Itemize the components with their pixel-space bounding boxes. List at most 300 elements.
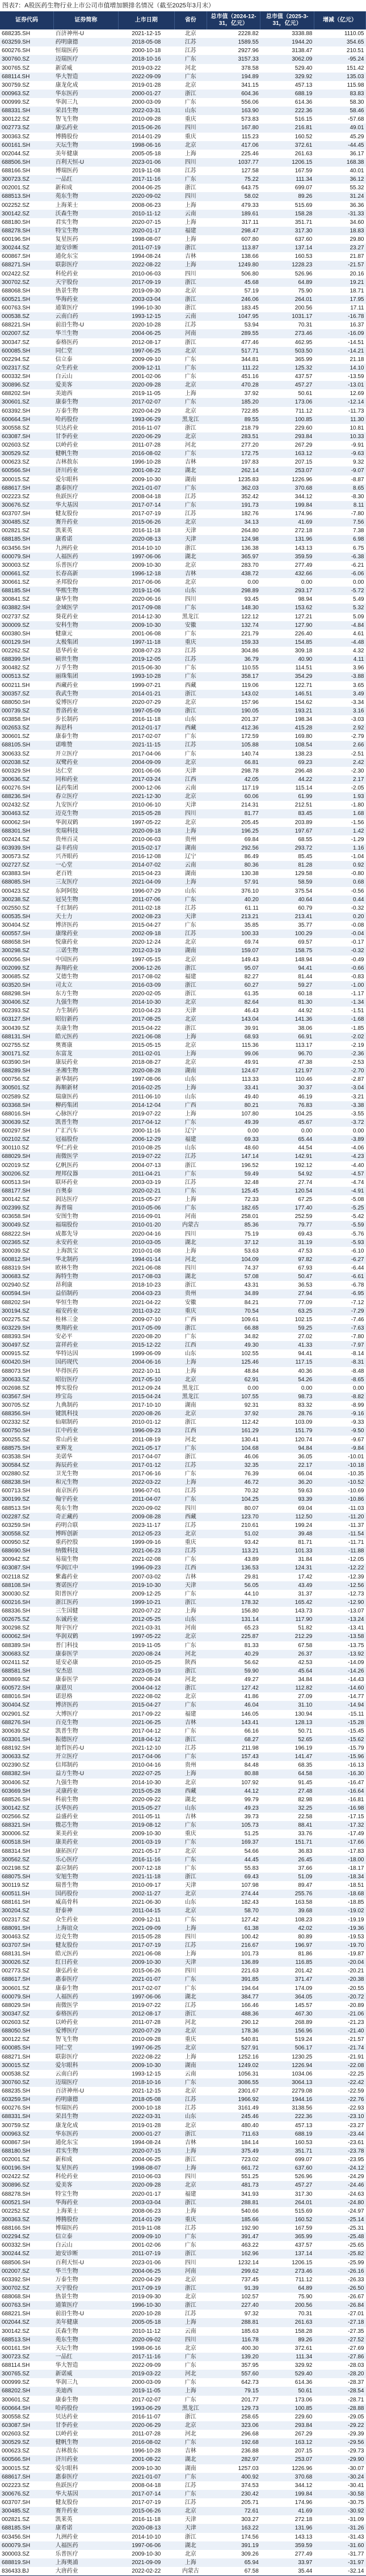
cell-market-cap-2024: 49.39	[244, 1119, 259, 1126]
table-row	[0, 1470, 366, 1478]
cell-market-cap-2025: 31.10	[298, 1702, 313, 1709]
cell-market-cap-2025: 3138.47	[292, 48, 313, 54]
cell-security-name: 南京医药	[55, 1488, 78, 1495]
cell-security-code: 688238.SH	[2, 1479, 31, 1486]
cell-province: 广东	[184, 1642, 196, 1649]
cell-province: 上海	[184, 1368, 196, 1374]
cell-province: 北京	[184, 2088, 196, 2095]
table-row	[0, 432, 366, 441]
cell-security-code: 603883.SH	[2, 871, 31, 877]
cell-market-cap-2025: 61.99	[298, 793, 313, 800]
cell-province: 广东	[184, 896, 196, 903]
table-row	[0, 1735, 366, 1744]
cell-security-code: 688166.SH	[2, 168, 31, 175]
cell-market-cap-2024: 53.63	[244, 1247, 259, 1254]
cell-security-name: 安图生物	[55, 1213, 78, 1220]
cell-security-name: 吉林敖东	[55, 2448, 78, 2455]
table-row	[0, 818, 366, 827]
cell-listing-date: 2018-10-16	[132, 56, 161, 63]
cell-change: 17.11	[350, 305, 364, 312]
table-row	[0, 1898, 366, 1907]
cell-security-code: 002287.SZ	[2, 1513, 30, 1520]
cell-province: 广东	[184, 1187, 196, 1194]
table-row	[0, 630, 366, 638]
cell-market-cap-2024: 236.88	[241, 2448, 259, 2455]
cell-province: 河南	[184, 1213, 196, 1220]
cell-security-name: 联影医疗	[55, 262, 78, 269]
cell-security-code: 300049.SZ	[2, 1222, 30, 1229]
cell-market-cap-2024: 185.63	[241, 2328, 259, 2335]
cell-province: 天津	[184, 1582, 196, 1589]
cell-change: -19.53	[348, 1933, 364, 1940]
cell-market-cap-2024: 221.63	[241, 1968, 259, 1975]
cell-security-name: 益佰制药	[55, 1291, 78, 1297]
cell-listing-date: 1997-06-06	[132, 1993, 161, 2000]
table-row	[0, 2353, 366, 2361]
cell-listing-date: 2020-06-29	[132, 433, 161, 440]
cell-security-name: 千红制药	[55, 905, 78, 911]
cell-province: 北京	[184, 1633, 196, 1640]
cell-market-cap-2025: 432.66	[295, 570, 313, 577]
cell-market-cap-2024: 192.68	[241, 2439, 259, 2446]
cell-market-cap-2024: 163.22	[241, 2525, 259, 2532]
cell-province: 江苏	[184, 905, 196, 911]
cell-security-code: 688617.SH	[2, 1976, 31, 1983]
cell-market-cap-2024: 41.86	[244, 1694, 259, 1700]
cell-change: 36.36	[350, 202, 364, 209]
cell-listing-date: 1997-08-06	[132, 1076, 161, 1083]
cell-security-code: 002399.SZ	[2, 1205, 30, 1212]
table-row	[0, 1410, 366, 1418]
cell-change: -5.93	[351, 1239, 364, 1246]
cell-market-cap-2024: 298.47	[241, 227, 259, 234]
table-row	[0, 553, 366, 561]
cell-listing-date: 2017-07-19	[132, 2499, 161, 2506]
cell-security-code: 000623.SZ	[2, 2448, 30, 2455]
cell-change: -14.21	[348, 347, 364, 354]
cell-change: -31.26	[348, 2525, 364, 2532]
cell-market-cap-2024: 3161.49	[238, 2105, 259, 2112]
cell-market-cap-2025: 267.29	[295, 442, 313, 449]
cell-security-code: 002044.SZ	[2, 150, 30, 157]
cell-change: -4.74	[351, 1179, 364, 1186]
cell-market-cap-2024: 143.41	[241, 1719, 259, 1726]
table-row	[0, 561, 366, 570]
cell-listing-date: 2017-11-16	[132, 2353, 161, 2360]
cell-security-code: 300562.SZ	[2, 1856, 30, 1863]
cell-market-cap-2025: 42.02	[298, 1925, 313, 1932]
cell-listing-date: 2010-11-12	[132, 210, 161, 217]
cell-province: 广东	[184, 2353, 196, 2360]
cell-market-cap-2025: 253.07	[295, 468, 313, 474]
cell-change: -31.43	[348, 2533, 364, 2540]
cell-province: 江苏	[184, 2225, 196, 2232]
cell-province: 北京	[184, 519, 196, 526]
cell-security-code: 002294.SZ	[2, 356, 30, 363]
cell-security-code: 688513.SH	[2, 1505, 31, 1512]
cell-change: 0.00	[353, 1385, 364, 1391]
cell-change: -14.94	[348, 1702, 364, 1709]
table-row	[0, 655, 366, 664]
cell-province: 湖南	[184, 1402, 196, 1409]
cell-province: 浙江	[184, 279, 196, 286]
table-row	[0, 1024, 366, 1033]
cell-security-name: 灵康药业	[55, 1788, 78, 1794]
cell-province: 福建	[184, 227, 196, 234]
cell-listing-date: 1997-06-06	[132, 2542, 161, 2549]
cell-market-cap-2025: 359.59	[295, 553, 313, 560]
table-row	[0, 2070, 366, 2078]
cell-security-code: 300298.SZ	[2, 1625, 30, 1632]
cell-security-name: 康华生物	[55, 596, 78, 603]
cell-listing-date: 2004-09-09	[132, 759, 161, 766]
cell-province: 上海	[184, 2559, 196, 2566]
cell-security-name: 乐普医疗	[55, 2550, 78, 2557]
cell-security-name: 惠泰医疗	[55, 485, 78, 491]
cell-market-cap-2025: 114.51	[295, 665, 313, 672]
cell-province: 西藏	[184, 725, 196, 732]
cell-market-cap-2025: 44.92	[298, 1008, 313, 1015]
cell-market-cap-2024: 162.96	[241, 2251, 259, 2257]
cell-change: -2.02	[351, 1033, 364, 1040]
table-row	[0, 1615, 366, 1624]
cell-security-name: 欧林生物	[55, 1265, 78, 1272]
table-row	[0, 1547, 366, 1555]
cell-market-cap-2025: 529.40	[295, 2371, 313, 2378]
cell-market-cap-2025: 273.46	[295, 2268, 313, 2274]
cell-listing-date: 2011-07-19	[132, 245, 161, 252]
cell-market-cap-2025: 293.17	[295, 588, 313, 595]
cell-change: -12.73	[348, 1590, 364, 1597]
cell-listing-date: 2020-01-17	[132, 227, 161, 234]
table-row	[0, 407, 366, 415]
cell-change: -16.13	[348, 1762, 364, 1769]
cell-listing-date: 2020-08-20	[132, 1334, 161, 1340]
cell-security-name: 天宇股份	[55, 279, 78, 286]
cell-change: -9.07	[351, 468, 364, 474]
cell-security-name: 康泰生物	[55, 2396, 78, 2403]
cell-market-cap-2025: 160.52	[295, 133, 313, 140]
cell-listing-date: 2022-03-31	[132, 2114, 161, 2120]
cell-market-cap-2024: 463.22	[241, 2242, 259, 2249]
cell-province: 四川	[184, 270, 196, 277]
cell-market-cap-2024: 54.66	[244, 1848, 259, 1854]
table-row	[0, 1289, 366, 1298]
cell-security-code: 600079.SH	[2, 553, 31, 560]
cell-listing-date: 2015-04-27	[132, 922, 161, 929]
cell-province: 天津	[184, 2516, 196, 2523]
cell-security-code: 002001.SZ	[2, 185, 30, 192]
cell-province: 江西	[184, 1565, 196, 1572]
cell-security-code: 002550.SZ	[2, 905, 30, 911]
table-row	[0, 792, 366, 801]
cell-market-cap-2024: 109.61	[241, 1316, 259, 1323]
cell-market-cap-2025: 329.92	[295, 2362, 313, 2369]
cell-security-name: 海特生物	[55, 1274, 78, 1280]
cell-listing-date: 2015-04-24	[132, 1393, 161, 1400]
cell-market-cap-2025: 174.96	[295, 511, 313, 517]
cell-market-cap-2024: 37.92	[244, 391, 259, 397]
cell-listing-date: 2017-04-06	[132, 1754, 161, 1760]
cell-listing-date: 2014-10-10	[132, 545, 161, 551]
cell-security-name: 科前生物	[55, 1796, 78, 1803]
cell-change: -10.69	[348, 1488, 364, 1495]
cell-market-cap-2025: 26.45	[298, 1856, 313, 1863]
cell-market-cap-2024: 289.55	[241, 330, 259, 337]
cell-security-name: 爱尔眼科	[55, 2062, 78, 2069]
cell-change: -2.36	[351, 1050, 364, 1057]
cell-security-code: 688177.SH	[2, 1187, 31, 1194]
cell-province: 江苏	[184, 656, 196, 663]
cell-listing-date: 2014-01-21	[132, 690, 161, 697]
cell-change: -1.34	[351, 999, 364, 1006]
cell-listing-date: 2010-11-12	[132, 2328, 161, 2335]
cell-security-name: 广汇汽车	[55, 1128, 78, 1135]
cell-market-cap-2024: 49.27	[244, 1677, 259, 1683]
cell-market-cap-2024: 61.35	[244, 991, 259, 998]
cell-province: 河北	[184, 1256, 196, 1263]
cell-market-cap-2024: 191.73	[241, 502, 259, 508]
cell-market-cap-2025: 207.15	[295, 2448, 313, 2455]
cell-security-name: 福瑞股份	[55, 1222, 78, 1229]
cell-listing-date: 2002-11-27	[132, 1891, 161, 1898]
table-row	[0, 115, 366, 124]
cell-change: -6.61	[351, 1274, 364, 1280]
cell-change: 36.12	[350, 176, 364, 183]
cell-province: 江苏	[184, 1942, 196, 1949]
cell-market-cap-2025: 1034.06	[292, 2070, 313, 2077]
cell-change: -6.10	[351, 1247, 364, 1254]
cell-listing-date: 2016-11-18	[132, 2516, 161, 2523]
cell-market-cap-2024: 66.16	[244, 1728, 259, 1734]
cell-security-name: 云南白药	[55, 2070, 78, 2077]
cell-market-cap-2024: 107.55	[241, 1393, 259, 1400]
cell-market-cap-2025: 371.47	[295, 1976, 313, 1983]
table-row	[0, 1033, 366, 1041]
cell-province: 浙江	[184, 1453, 196, 1460]
cell-security-name: 九洲药业	[55, 2533, 78, 2540]
cell-security-code: 688166.SH	[2, 2225, 31, 2232]
table-row	[0, 1144, 366, 1152]
cell-market-cap-2025: 26.37	[298, 1650, 313, 1657]
cell-security-code: 002566.SZ	[2, 1814, 30, 1820]
cell-market-cap-2024: 46.04	[244, 1702, 259, 1709]
cell-security-name: 奇正藏药	[55, 1513, 78, 1520]
cell-security-name: 万泰生物	[55, 2276, 78, 2283]
cell-security-name: 百济神州-U	[55, 31, 85, 37]
cell-change: -44.45	[348, 142, 364, 148]
table-row	[0, 1916, 366, 1924]
cell-change: -17.32	[348, 1822, 364, 1829]
cell-security-name: 昭衍医疗	[55, 1376, 78, 1383]
cell-market-cap-2025: 47.53	[298, 1247, 313, 1254]
cell-security-code: 688131.SH	[2, 1951, 31, 1958]
cell-market-cap-2024: 365.97	[241, 553, 259, 560]
cell-market-cap-2025: 22.58	[298, 1814, 313, 1820]
cell-listing-date: 2015-05-28	[132, 1788, 161, 1794]
cell-market-cap-2025: 50.47	[298, 1274, 313, 1280]
table-row	[0, 2172, 366, 2181]
cell-security-name: 智飞生物	[55, 2036, 78, 2043]
table-row	[0, 347, 366, 355]
cell-security-name: 瑞康医药	[55, 1093, 78, 1100]
cell-security-code: 688068.SH	[2, 2294, 31, 2301]
cell-market-cap-2025: 112.82	[295, 1685, 313, 1692]
cell-security-name: 奥翔药业	[55, 1325, 78, 1331]
table-row	[0, 2259, 366, 2267]
cell-security-name: 哈药股份	[55, 2405, 78, 2412]
cell-listing-date: 1996-07-29	[132, 888, 161, 894]
cell-change: 20.16	[350, 270, 364, 277]
cell-market-cap-2025: 255.76	[295, 1891, 313, 1898]
table-row	[0, 1530, 366, 1538]
cell-security-code: 300015.SZ	[2, 476, 30, 483]
cell-market-cap-2025: 156.96	[295, 2028, 313, 2035]
cell-listing-date: 1994-08-24	[132, 2139, 161, 2146]
cell-change: 1.42	[353, 827, 364, 834]
cell-market-cap-2025: 100.85	[295, 2405, 313, 2412]
cell-market-cap-2024: 540.81	[241, 2036, 259, 2043]
cell-listing-date: 1997-06-06	[132, 553, 161, 560]
cell-market-cap-2025: 28.76	[298, 1411, 313, 1418]
cell-change: -18.34	[348, 1873, 364, 1880]
cell-security-code: 688029.SH	[2, 1153, 31, 1160]
cell-province: 四川	[184, 1230, 196, 1237]
cell-market-cap-2025: 141.47	[295, 1754, 313, 1760]
cell-market-cap-2025: 154.85	[295, 639, 313, 646]
cell-security-name: 福安药业	[55, 1308, 78, 1314]
cell-market-cap-2025: 35.77	[298, 922, 313, 929]
cell-security-code: 688202.SH	[2, 391, 31, 397]
table-row	[0, 1779, 366, 1787]
cell-listing-date: 2011-02-18	[132, 905, 161, 911]
cell-change: 0.00	[353, 1128, 364, 1135]
cell-province: 广东	[184, 99, 196, 106]
cell-security-name: 爱博医疗	[55, 699, 78, 706]
cell-market-cap-2025: 75.90	[298, 2294, 313, 2301]
cell-market-cap-2025: 116.85	[295, 1959, 313, 1966]
cell-security-code: 300171.SZ	[2, 1050, 30, 1057]
cell-listing-date: 2021-06-30	[132, 1899, 161, 1906]
cell-security-name: 康弘药业	[55, 1968, 78, 1975]
cell-security-name: 迪哲医药-U	[55, 1745, 85, 1752]
cell-province: 浙江	[184, 305, 196, 312]
cell-province: 广东	[184, 1865, 196, 1871]
cell-market-cap-2025: 22.17	[298, 1462, 313, 1469]
table-row	[0, 381, 366, 389]
cell-security-name: 爱美客	[55, 2182, 73, 2189]
cell-change: 5.49	[353, 596, 364, 603]
cell-market-cap-2024: 194.89	[241, 73, 259, 80]
cell-security-code: 688276.SH	[2, 1719, 31, 1726]
cell-market-cap-2025: 154.62	[295, 699, 313, 706]
cell-security-name: 红日药业	[55, 1959, 78, 1966]
cell-listing-date: 2017-08-03	[132, 1274, 161, 1280]
cell-security-name: 常山药业	[55, 1436, 78, 1443]
cell-market-cap-2024: 43.31	[244, 1282, 259, 1289]
cell-market-cap-2024: 182.65	[241, 1205, 259, 1212]
cell-security-code: 002198.SZ	[2, 1865, 30, 1871]
cell-market-cap-2024: 0.00	[247, 1128, 259, 1135]
cell-change: -20.72	[348, 1993, 364, 2000]
cell-market-cap-2025: 264.01	[295, 2199, 313, 2206]
table-row	[0, 1650, 366, 1658]
cell-listing-date: 2016-11-18	[132, 528, 161, 534]
cell-province: 江苏	[184, 2097, 196, 2103]
cell-province: 黑龙江	[182, 1385, 199, 1391]
cell-market-cap-2025: 60.79	[298, 905, 313, 911]
cell-market-cap-2024: 74.37	[244, 1265, 259, 1272]
cell-market-cap-2024: 84.21	[244, 1299, 259, 1306]
cell-market-cap-2024: 172.59	[241, 733, 259, 740]
cell-change: -1.29	[351, 836, 364, 843]
cell-province: 广东	[184, 2234, 196, 2240]
table-row	[0, 510, 366, 518]
cell-security-name: 同和药业	[55, 776, 78, 783]
cell-change: 45.29	[350, 133, 364, 140]
cell-change: -20.21	[348, 1968, 364, 1975]
cell-market-cap-2025: 138.23	[295, 750, 313, 757]
cell-change: -0.56	[351, 888, 364, 894]
cell-security-code: 300661.SZ	[2, 579, 30, 586]
cell-security-code: 300896.SZ	[2, 382, 30, 389]
cell-change: 135.03	[346, 73, 364, 80]
cell-security-code: 300482.SZ	[2, 665, 30, 672]
cell-security-name: 华熙生物	[55, 588, 78, 595]
cell-market-cap-2024: 123.70	[241, 1513, 259, 1520]
cell-market-cap-2025: 94.41	[298, 1351, 313, 1357]
cell-market-cap-2025: 143.13	[295, 545, 313, 551]
cell-security-code: 300142.SZ	[2, 1196, 30, 1203]
cell-security-code: 600129.SH	[2, 639, 31, 646]
cell-security-code: 300601.SZ	[2, 733, 30, 740]
cell-market-cap-2024: 642.73	[241, 2379, 259, 2386]
cell-listing-date: 1997-11-18	[132, 639, 161, 646]
cell-market-cap-2025: 45.64	[298, 1667, 313, 1674]
table-row	[0, 270, 366, 278]
table-row	[0, 750, 366, 758]
cell-security-name: 爱博医疗	[55, 2028, 78, 2035]
table-row	[0, 2378, 366, 2387]
cell-province: 浙江	[184, 2010, 196, 2017]
cell-change: -12.22	[348, 1565, 364, 1572]
table-row	[0, 1701, 366, 1709]
cell-change: -17.83	[348, 1848, 364, 1854]
cell-change: -0.83	[351, 973, 364, 980]
cell-market-cap-2025: 69.04	[298, 1505, 313, 1512]
cell-security-name: 济川药业	[55, 2456, 78, 2463]
cell-security-code: 300573.SZ	[2, 854, 30, 860]
cell-province: 天津	[184, 802, 196, 809]
cell-province: 河南	[184, 1625, 196, 1632]
cell-market-cap-2024: 527.91	[241, 2045, 259, 2052]
cell-province: 河北	[184, 2371, 196, 2378]
cell-market-cap-2025: 83.32	[298, 1402, 313, 1409]
cell-market-cap-2025: 64.89	[298, 2285, 313, 2291]
cell-change: -15.28	[348, 1719, 364, 1726]
cell-security-code: 000739.SZ	[2, 707, 30, 714]
cell-market-cap-2024: 303.27	[241, 2516, 259, 2523]
cell-province: 湖南	[184, 1068, 196, 1075]
cell-market-cap-2025: 33.97	[298, 2559, 313, 2566]
cell-market-cap-2025: 169.80	[295, 733, 313, 740]
cell-change: -14.43	[348, 1677, 364, 1683]
cell-province: 广东	[184, 2473, 196, 2480]
cell-market-cap-2024: 258.01	[241, 1213, 259, 1220]
cell-security-name: 百济神州-U	[55, 2088, 85, 2095]
cell-market-cap-2024: 29.81	[244, 1573, 259, 1580]
table-row	[0, 2078, 366, 2087]
